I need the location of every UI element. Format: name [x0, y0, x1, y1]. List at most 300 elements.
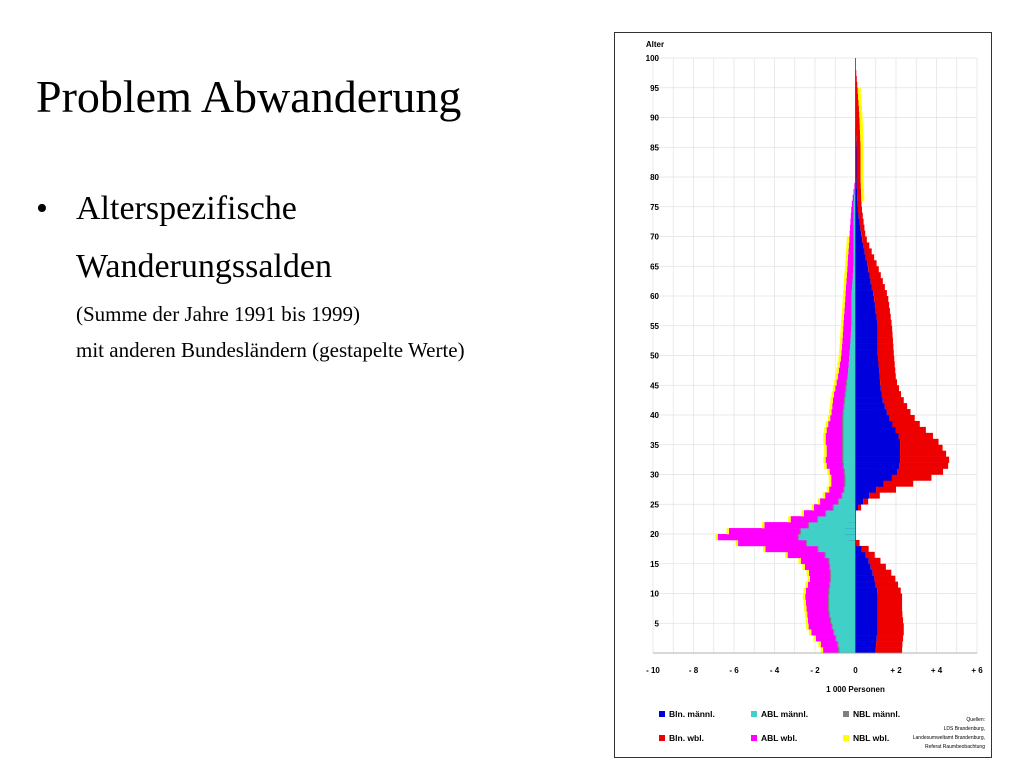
bar-abl-maennl	[831, 617, 855, 623]
bar-nbl-wbl	[837, 361, 839, 367]
legend-swatch	[751, 711, 757, 717]
bar-bln-wbl	[881, 391, 901, 397]
bar-nbl-wbl	[859, 100, 862, 106]
bar-bln-maennl	[856, 558, 869, 564]
bar-nbl-maennl	[808, 522, 809, 528]
bar-nbl-wbl	[806, 570, 808, 576]
x-tick-label: - 6	[729, 666, 739, 675]
bar-abl-maennl	[848, 373, 856, 379]
bar-abl-maennl	[848, 367, 855, 373]
bar-bln-maennl	[856, 427, 896, 433]
y-tick-label: 90	[650, 113, 659, 123]
bar-nbl-wbl	[861, 159, 864, 165]
bar-bln-maennl	[856, 344, 878, 350]
bar-nbl-wbl	[823, 439, 825, 445]
bar-bln-wbl	[871, 278, 883, 284]
bar-bln-wbl	[876, 582, 898, 588]
bar-bln-maennl	[856, 219, 860, 225]
y-tick-label: 20	[650, 530, 659, 539]
x-tick-label: - 4	[769, 666, 780, 675]
bar-nbl-maennl	[828, 588, 829, 594]
bar-abl-wbl	[830, 469, 845, 475]
bar-nbl-maennl	[828, 599, 829, 605]
bar-abl-wbl	[810, 576, 831, 582]
bar-abl-maennl	[845, 475, 855, 481]
bar-bln-wbl	[856, 141, 860, 147]
bar-abl-maennl	[852, 290, 856, 296]
bar-abl-maennl	[830, 588, 856, 594]
bar-bln-maennl	[856, 421, 893, 427]
bar-nbl-maennl	[828, 605, 829, 611]
bar-bln-maennl	[856, 641, 877, 647]
bar-bln-wbl	[871, 564, 886, 570]
bar-abl-wbl	[846, 284, 852, 290]
bar-nbl-wbl	[829, 475, 831, 481]
bar-nbl-wbl	[860, 129, 863, 135]
bar-bln-wbl	[887, 409, 911, 415]
bar-nbl-wbl	[801, 510, 803, 516]
bar-bln-wbl	[857, 165, 861, 171]
bar-abl-maennl	[843, 433, 855, 439]
bar-abl-wbl	[718, 534, 799, 540]
y-tick-label: 95	[650, 83, 659, 93]
bar-abl-wbl	[851, 213, 854, 219]
bar-bln-wbl	[856, 135, 860, 141]
bar-abl-wbl	[853, 195, 854, 201]
bar-abl-maennl	[807, 540, 856, 546]
bar-bln-wbl	[857, 171, 861, 177]
bar-nbl-wbl	[824, 463, 826, 469]
bar-bln-wbl	[880, 379, 897, 385]
bar-abl-maennl	[830, 564, 855, 570]
bar-abl-wbl	[841, 356, 849, 362]
bar-bln-maennl	[856, 445, 901, 451]
bar-abl-wbl	[807, 605, 830, 611]
bar-abl-wbl	[835, 385, 846, 391]
bar-abl-wbl	[805, 594, 829, 600]
legend-label: ABL männl.	[761, 709, 809, 719]
bar-nbl-maennl	[806, 540, 807, 546]
bar-nbl-maennl	[842, 433, 843, 439]
bar-abl-maennl	[833, 623, 856, 629]
bar-abl-wbl	[845, 302, 852, 308]
bar-nbl-maennl	[842, 445, 843, 451]
bar-nbl-wbl	[829, 480, 831, 486]
bar-nbl-wbl	[844, 272, 846, 278]
bar-abl-wbl	[850, 231, 854, 237]
bar-abl-maennl	[839, 498, 856, 504]
bar-nbl-maennl	[838, 498, 839, 504]
bar-abl-wbl	[848, 260, 854, 266]
bar-bln-maennl	[856, 320, 878, 326]
bar-nbl-wbl	[844, 278, 846, 284]
bar-abl-maennl	[843, 421, 855, 427]
bar-abl-wbl	[848, 254, 853, 260]
bar-nbl-wbl	[860, 135, 863, 141]
bar-bln-wbl	[857, 147, 861, 153]
bar-bln-maennl	[856, 588, 878, 594]
bar-nbl-wbl	[818, 641, 820, 647]
bar-bln-wbl	[892, 475, 931, 481]
bar-abl-wbl	[852, 201, 854, 207]
bar-abl-wbl	[820, 498, 839, 504]
bar-nbl-wbl	[858, 88, 861, 94]
legend-label: NBL wbl.	[853, 733, 890, 743]
bar-nbl-maennl	[828, 558, 829, 564]
bar-abl-maennl	[834, 629, 855, 635]
bar-nbl-maennl	[837, 641, 838, 647]
bar-bln-maennl	[856, 231, 862, 237]
bar-bln-wbl	[857, 189, 861, 195]
bar-bln-wbl	[856, 100, 859, 106]
bar-bln-wbl	[878, 350, 894, 356]
bar-bln-wbl	[863, 242, 869, 248]
bar-nbl-wbl	[821, 647, 823, 653]
y-tick-label: 65	[650, 262, 659, 272]
bar-abl-maennl	[843, 445, 855, 451]
bar-bln-maennl	[856, 296, 875, 302]
bar-abl-wbl	[821, 641, 839, 647]
bar-nbl-wbl	[860, 141, 863, 147]
y-tick-label: 55	[650, 321, 659, 331]
bar-bln-wbl	[874, 296, 888, 302]
source-note: Quellen:	[966, 717, 985, 723]
bar-nbl-wbl	[836, 367, 838, 373]
bar-bln-wbl	[877, 314, 891, 320]
bar-nbl-wbl	[859, 112, 862, 118]
bar-nbl-wbl	[861, 147, 864, 153]
bar-nbl-wbl	[824, 451, 826, 457]
bar-bln-maennl	[856, 266, 869, 272]
bar-bln-wbl	[860, 225, 864, 231]
bar-bln-wbl	[878, 594, 902, 600]
bar-abl-wbl	[806, 588, 830, 594]
bar-bln-wbl	[858, 207, 862, 213]
bar-abl-wbl	[828, 421, 843, 427]
bar-abl-maennl	[826, 552, 856, 558]
bar-bln-wbl	[895, 427, 925, 433]
bar-abl-wbl	[849, 242, 854, 248]
bar-nbl-wbl	[727, 528, 729, 534]
bar-nbl-wbl	[830, 403, 832, 409]
bar-nbl-maennl	[833, 504, 834, 510]
bar-bln-maennl	[856, 326, 878, 332]
bar-bln-wbl	[856, 129, 860, 135]
bar-nbl-wbl	[805, 582, 807, 588]
y-tick-label: 15	[650, 559, 659, 569]
bar-abl-wbl	[833, 397, 845, 403]
bar-bln-maennl	[856, 290, 874, 296]
y-tick-label: 30	[650, 470, 659, 480]
bar-bln-maennl	[856, 582, 876, 588]
bar-nbl-wbl	[861, 171, 864, 177]
bar-abl-maennl	[830, 611, 856, 617]
bullet-line-1: Alterspezifische	[76, 190, 297, 227]
bar-abl-maennl	[846, 385, 855, 391]
bar-nbl-wbl	[846, 254, 848, 260]
bar-abl-maennl	[843, 451, 855, 457]
bar-bln-maennl	[856, 379, 881, 385]
bar-abl-wbl	[853, 189, 854, 195]
bar-bln-maennl	[856, 576, 875, 582]
bar-nbl-wbl	[827, 469, 829, 475]
bar-nbl-maennl	[817, 546, 818, 552]
bar-abl-maennl	[851, 320, 855, 326]
bar-bln-maennl	[856, 302, 875, 308]
y-tick-label: 60	[650, 292, 659, 301]
bar-bln-wbl	[856, 123, 860, 129]
bar-bln-maennl	[856, 409, 887, 415]
bar-bln-maennl	[856, 361, 879, 367]
x-tick-label: + 2	[890, 666, 902, 675]
bar-bln-wbl	[857, 201, 861, 207]
bar-bln-wbl	[884, 480, 913, 486]
bar-abl-maennl	[830, 558, 856, 564]
bar-bln-maennl	[856, 367, 880, 373]
bar-bln-wbl	[878, 617, 903, 623]
bar-nbl-maennl	[828, 594, 829, 600]
bar-bln-wbl	[878, 356, 894, 362]
bar-abl-maennl	[844, 403, 855, 409]
bar-nbl-maennl	[842, 451, 843, 457]
bar-abl-maennl	[843, 415, 855, 421]
bar-bln-maennl	[856, 463, 900, 469]
bar-abl-maennl	[834, 504, 856, 510]
y-tick-label: 100	[645, 54, 659, 63]
bar-nbl-wbl	[847, 237, 849, 243]
bar-nbl-wbl	[828, 415, 830, 421]
bar-abl-wbl	[825, 492, 842, 498]
bar-bln-maennl	[856, 314, 877, 320]
bar-abl-wbl	[806, 599, 829, 605]
bullet-item	[36, 180, 465, 238]
bar-bln-maennl	[856, 599, 878, 605]
bar-bln-wbl	[878, 605, 902, 611]
age-pyramid-chart	[614, 32, 992, 758]
bar-bln-maennl	[856, 635, 877, 641]
x-tick-label: - 2	[810, 666, 820, 675]
bar-bln-maennl	[856, 415, 890, 421]
bar-nbl-maennl	[824, 552, 825, 558]
bar-nbl-wbl	[788, 516, 790, 522]
bar-abl-wbl	[831, 480, 845, 486]
bar-nbl-maennl	[843, 463, 844, 469]
bar-bln-maennl	[856, 439, 901, 445]
bar-bln-maennl	[856, 629, 878, 635]
bar-bln-wbl	[876, 308, 890, 314]
bar-nbl-wbl	[833, 385, 835, 391]
bar-abl-wbl	[845, 296, 851, 302]
y-tick-label: 50	[650, 351, 659, 361]
bar-bln-wbl	[862, 237, 867, 243]
bar-abl-maennl	[851, 302, 855, 308]
bar-bln-wbl	[873, 570, 892, 576]
bar-abl-wbl	[847, 266, 853, 272]
bar-nbl-wbl	[845, 260, 847, 266]
bar-bln-wbl	[885, 403, 907, 409]
bar-abl-wbl	[839, 367, 848, 373]
bar-bln-maennl	[856, 486, 877, 492]
bar-nbl-wbl	[798, 558, 800, 564]
bar-abl-maennl	[851, 314, 855, 320]
bar-bln-maennl	[856, 469, 898, 475]
bar-abl-maennl	[801, 528, 856, 534]
bar-nbl-maennl	[844, 469, 845, 475]
bar-nbl-maennl	[846, 379, 847, 385]
bar-bln-wbl	[869, 558, 881, 564]
bar-nbl-wbl	[809, 629, 811, 635]
bar-bln-wbl	[900, 439, 938, 445]
bar-bln-wbl	[889, 415, 914, 421]
bar-nbl-wbl	[803, 588, 805, 594]
bar-bln-wbl	[866, 552, 875, 558]
bar-bln-wbl	[865, 248, 872, 254]
bar-abl-wbl	[801, 558, 830, 564]
bar-bln-maennl	[856, 284, 872, 290]
bar-bln-wbl	[872, 284, 885, 290]
bar-abl-wbl	[827, 445, 844, 451]
bar-abl-wbl	[788, 552, 826, 558]
bar-abl-wbl	[842, 338, 850, 344]
bar-nbl-wbl	[804, 605, 806, 611]
bar-abl-wbl	[808, 582, 830, 588]
legend-label: Bln. männl.	[669, 709, 715, 719]
bar-abl-wbl	[843, 326, 851, 332]
bar-nbl-maennl	[830, 570, 831, 576]
bullet-line-2: Wanderungssalden	[76, 248, 332, 285]
bar-bln-wbl	[876, 647, 902, 653]
bar-nbl-maennl	[838, 647, 839, 653]
bar-abl-wbl	[765, 546, 818, 552]
bar-abl-maennl	[842, 492, 855, 498]
bar-nbl-maennl	[798, 534, 799, 540]
bar-nbl-maennl	[833, 629, 834, 635]
bar-bln-wbl	[878, 344, 894, 350]
bar-bln-maennl	[856, 308, 876, 314]
source-note: Landesumweltamt Brandenburg,	[912, 735, 985, 741]
bar-abl-wbl	[809, 570, 831, 576]
bar-nbl-wbl	[858, 94, 861, 100]
bar-bln-wbl	[869, 272, 880, 278]
bar-abl-wbl	[764, 522, 809, 528]
bar-abl-maennl	[850, 338, 855, 344]
y-tick-label: 35	[650, 440, 659, 450]
bar-bln-maennl	[856, 237, 863, 243]
x-tick-label: - 8	[688, 666, 699, 675]
bar-bln-maennl	[856, 278, 871, 284]
bar-bln-maennl	[856, 350, 878, 356]
bar-bln-wbl	[861, 231, 865, 237]
bar-bln-wbl	[857, 177, 861, 183]
bar-abl-maennl	[830, 582, 855, 588]
bar-bln-wbl	[900, 457, 949, 463]
bar-abl-maennl	[799, 534, 856, 540]
bar-abl-wbl	[826, 439, 844, 445]
bar-bln-wbl	[857, 153, 861, 159]
bar-nbl-maennl	[842, 409, 843, 415]
y-tick-label: 10	[650, 589, 659, 599]
bar-nbl-wbl	[840, 332, 842, 338]
bar-nbl-maennl	[844, 397, 845, 403]
bar-bln-maennl	[856, 611, 878, 617]
bar-abl-maennl	[849, 356, 855, 362]
legend-label: Bln. wbl.	[669, 733, 704, 743]
bar-bln-maennl	[856, 647, 876, 653]
bar-bln-wbl	[879, 361, 895, 367]
bar-abl-wbl	[826, 433, 844, 439]
y-tick-label: 45	[650, 381, 659, 391]
bar-nbl-wbl	[842, 302, 844, 308]
bar-nbl-maennl	[817, 516, 818, 522]
bar-bln-wbl	[867, 260, 877, 266]
bar-bln-wbl	[880, 373, 896, 379]
bar-nbl-maennl	[844, 475, 845, 481]
chart-svg	[615, 33, 991, 757]
bar-abl-wbl	[729, 528, 801, 534]
bar-nbl-maennl	[844, 391, 845, 397]
bar-nbl-maennl	[831, 623, 832, 629]
bar-bln-maennl	[856, 260, 868, 266]
bar-nbl-wbl	[861, 183, 864, 189]
bar-bln-wbl	[878, 611, 903, 617]
bar-bln-wbl	[877, 588, 901, 594]
bar-abl-wbl	[834, 391, 846, 397]
bar-bln-maennl	[856, 475, 892, 481]
bar-abl-maennl	[809, 522, 856, 528]
legend-swatch	[843, 711, 849, 717]
bar-nbl-wbl	[805, 617, 807, 623]
bar-abl-wbl	[849, 237, 853, 243]
bar-abl-maennl	[850, 344, 855, 350]
bar-abl-maennl	[829, 599, 855, 605]
bar-nbl-wbl	[785, 552, 787, 558]
bar-bln-maennl	[856, 605, 878, 611]
bar-abl-wbl	[851, 207, 853, 213]
bar-nbl-wbl	[835, 373, 837, 379]
bar-bln-maennl	[856, 248, 865, 254]
bar-abl-wbl	[847, 272, 853, 278]
bar-abl-maennl	[844, 463, 856, 469]
bar-abl-wbl	[827, 463, 844, 469]
bar-bln-maennl	[856, 552, 866, 558]
y-tick-label: 75	[650, 202, 659, 212]
bar-abl-wbl	[791, 516, 818, 522]
bar-abl-maennl	[838, 641, 855, 647]
bar-nbl-maennl	[842, 427, 843, 433]
legend-label: ABL wbl.	[761, 733, 798, 743]
y-tick-label: 70	[650, 232, 659, 242]
bar-bln-maennl	[856, 403, 885, 409]
bar-abl-maennl	[843, 427, 855, 433]
bar-abl-wbl	[832, 409, 844, 415]
sub-line-2: mit anderen Bundesländern (gestapelte Werte)	[76, 338, 465, 362]
bar-bln-wbl	[875, 302, 889, 308]
bar-bln-wbl	[873, 290, 887, 296]
bar-abl-maennl	[849, 361, 856, 367]
legend-label: NBL männl.	[853, 709, 901, 719]
bar-nbl-wbl	[829, 409, 831, 415]
bar-nbl-wbl	[834, 379, 836, 385]
bar-abl-wbl	[823, 647, 839, 653]
bar-abl-maennl	[819, 546, 856, 552]
y-tick-label: 85	[650, 143, 659, 153]
bar-bln-maennl	[856, 433, 899, 439]
y-tick-label: 5	[654, 619, 659, 629]
bar-abl-maennl	[836, 635, 855, 641]
bar-abl-wbl	[837, 379, 847, 385]
bar-nbl-wbl	[860, 118, 863, 124]
bar-nbl-wbl	[839, 350, 841, 356]
